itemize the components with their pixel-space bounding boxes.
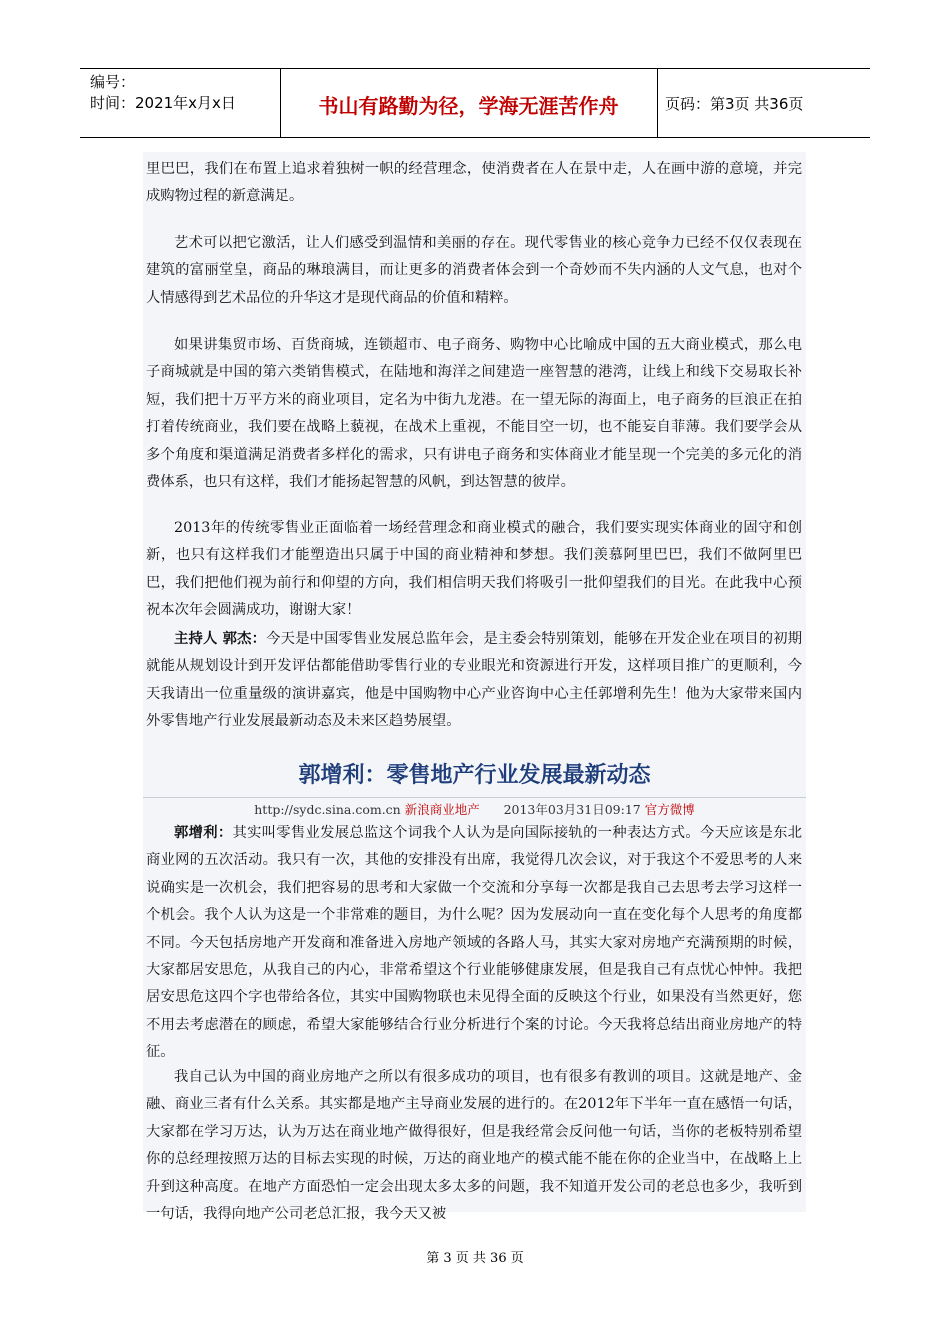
- speech-text: 其实叫零售业发展总监这个词我个人认为是向国际接轨的一种表达方式。今天应该是东北商业网的五次活动。我只有一次，其他的安排没有出席，我觉得几次会议，对于我这个不爱思考的人来说确实是一次机会，我们把容易的思考和大家做一个交流和分享每一次都是我自己去思考去学习这样一个机会。我个人认为这是一个非常难的题目，为什么呢？因为发展动向一直在变化每个人思考的角度都不同。今天包括房地产开发商和准备进入房地产领域的各路人马，其实大家对房地产充满预期的时候，大家都居安思危，从我自己的内心，非常希望这个行业能够健康发展，但是我自己有点忧心忡忡。我把居安思危这四个字也带给各位，其实中国购物联也未见得全面的反映这个行业，如果没有当然更好，您不用去考虑潜在的顾虑，希望大家能够结合行业分析进行个案的讨论。今天我将总结出商业房地产的特征。: [146, 825, 803, 1061]
- header-top-rule: [80, 68, 870, 69]
- header-motto: 书山有路勤为径，学海无涯苦作舟: [318, 94, 619, 118]
- host-paragraph: [146, 626, 802, 736]
- host-speaker: 主持人 郭杰：: [174, 631, 267, 647]
- paragraph: 里巴巴，我们在布置上追求着独树一帜的经营理念，使消费者在人在景中走，人在画中游的意境，并完成购物过程的新意满足。: [146, 161, 802, 205]
- title-rule: [143, 797, 806, 798]
- source-url[interactable]: http://sydc.sina.com.cn: [254, 802, 401, 817]
- header-divider-right: [657, 68, 658, 138]
- paragraph: 我自己认为中国的商业房地产之所以有很多成功的项目，也有很多有教训的项目。这就是地产、金融、商业三者有什么关系。其实都是地产主导商业发展的进行的。在2012年下半年一直在感悟一句话，大家都在学习万达，认为万达在商业地产做得很好，但是我经常会反问他一句话，当你的老板特别希望你的总经理按照万达的目标去实现的时候，万达的商业地产的模式能不能在你的企业当中，在战略上上升到这种高度。在地产方面恐怕一定会出现太多太多的问题，我不知道开发公司的老总也多少，我听到一句话，我得向地产公司老总汇报，我今天又被: [146, 1069, 802, 1223]
- article-meta: [143, 800, 806, 818]
- header-page-code: 页码：第3页 共36页: [665, 95, 804, 113]
- weibo-link[interactable]: 官方微博: [644, 802, 695, 817]
- document-body: [143, 152, 806, 1223]
- source-link[interactable]: 新浪商业地产: [404, 802, 480, 817]
- document-date: 时间：2021年x月x日: [90, 94, 236, 112]
- speech-speaker: 郭增利：: [174, 825, 233, 841]
- speech-paragraph: [146, 820, 802, 1067]
- document-number: 编号：: [90, 73, 136, 91]
- header-bottom-rule: [80, 137, 870, 138]
- article-title: 郭增利：零售地产行业发展最新动态: [298, 763, 651, 788]
- paragraph: 2013年的传统零售业正面临着一场经营理念和商业模式的融合，我们要实现实体商业的固守和创新，也只有这样我们才能塑造出只属于中国的商业精神和梦想。我们羡慕阿里巴巴，我们不做阿里巴巴，我们把他们视为前行和仰望的方向，我们相信明天我们将吸引一批仰望我们的目光。在此我中心预祝本次年会圆满成功，谢谢大家！: [146, 520, 802, 619]
- header-meta: [90, 72, 236, 114]
- publish-datetime: 2013年03月31日09:17: [503, 802, 641, 817]
- paragraph: 艺术可以把它激活，让人们感受到温情和美丽的存在。现代零售业的核心竞争力已经不仅仅表现在建筑的富丽堂皇，商品的琳琅满目，而让更多的消费者体会到一个奇妙而不失内涵的人文气息，也对个人情感得到艺术品位的升华这才是现代商品的价值和精粹。: [146, 235, 802, 306]
- host-text: 今天是中国零售业发展总监年会，是主委会特别策划，能够在开发企业在项目的初期就能从规划设计到开发评估都能借助零售行业的专业眼光和资源进行开发，这样项目推广的更顺利，今天我请出一位重量级的演讲嘉宾，他是中国购物中心产业咨询中心主任郭增利先生！他为大家带来国内外零售地产行业发展最新动态及未来区趋势展望。: [146, 631, 802, 730]
- page-footer: 第 3 页 共 36 页: [426, 1251, 524, 1266]
- paragraph: 如果讲集贸市场、百货商城，连锁超市、电子商务、购物中心比喻成中国的五大商业模式，那么电子商城就是中国的第六类销售模式，在陆地和海洋之间建造一座智慧的港湾，让线上和线下交易取长补短，我们把十万平方米的商业项目，定名为中街九龙港。在一望无际的海面上，电子商务的巨浪正在拍打着传统商业，我们要在战略上藐视，在战术上重视，不能目空一切，也不能妄自菲薄。我们要学会从多个角度和渠道满足消费者多样化的需求，只有讲电子商务和实体商业才能呈现一个完美的多元化的消费体系，也只有这样，我们才能扬起智慧的风帆，到达智慧的彼岸。: [146, 337, 802, 491]
